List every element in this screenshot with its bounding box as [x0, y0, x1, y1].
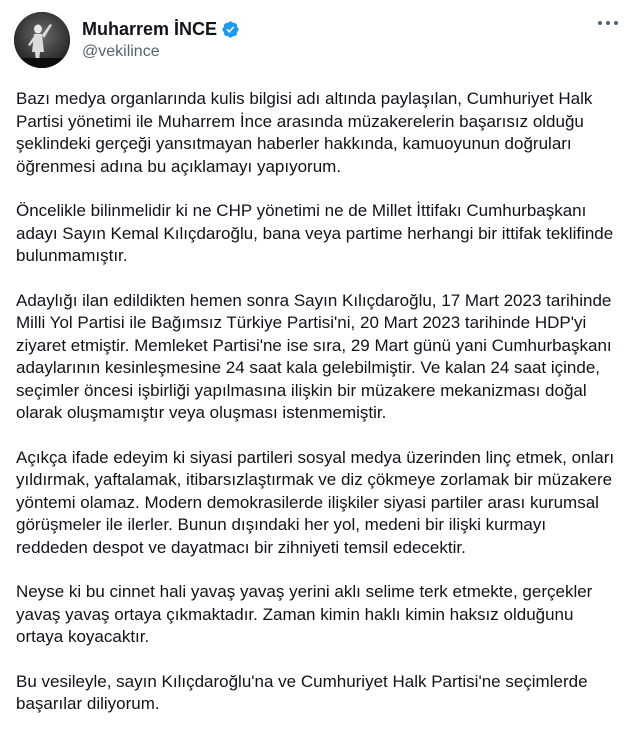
author-name-row[interactable]: [82, 18, 240, 40]
author-display-name[interactable]: Muharrem İNCE: [82, 19, 218, 39]
tweet-paragraph: Öncelikle bilinmelidir ki ne CHP yönetimi ne de Millet İttifakı Cumhurbaşkanı adayı Sayın Kemal Kılıçdaroğlu, bana veya partime herhangi bir ittifak teklifinde bulunmamıştır.: [16, 201, 614, 265]
avatar-photo: [14, 12, 70, 68]
avatar[interactable]: [14, 12, 70, 68]
author-handle[interactable]: @vekilince: [82, 43, 160, 60]
tweet-paragraph: Adaylığı ilan edildikten hemen sonra Sayın Kılıçdaroğlu, 17 Mart 2023 tarihinde Milli Yol Partisi ile Bağımsız Türkiye Partisi'ni, 20 Mart 2023 tarihinde HDP'yi ziyaret etmiştir. Memleket Partisi'ne ise sıra, 29 Mart günü yani Cumhurbaşkanı adaylarının kesinleşmesine 24 saat kala gelebilmiştir. Ve kalan 24 saat içinde, seçimler öncesi işbirliği yapılmasına ilişkin bir müzakere mekanizması doğal olarak oluşmamıştır veya oluşması istenmemiştir.: [16, 290, 612, 422]
more-options-button[interactable]: [594, 12, 622, 34]
tweet-header: [14, 10, 626, 70]
tweet-paragraph: Neyse ki bu cinnet hali yavaş yavaş yerini aklı selime terk etmekte, gerçekler yavaş yavaş ortaya çıkmaktadır. Zaman kimin haklı kimin haksız olduğunu ortaya koyacaktır.: [16, 582, 593, 646]
tweet-text: [14, 88, 626, 716]
verified-badge-icon: [221, 20, 240, 39]
author-block: [82, 18, 240, 62]
tweet-paragraph: Bu vesileyle, sayın Kılıçdaroğlu'na ve Cumhuriyet Halk Partisi'ne seçimlerde başarılar diliyorum.: [16, 671, 588, 713]
more-options-icon: [597, 20, 619, 26]
tweet-paragraph: Bazı medya organlarında kulis bilgisi adı altında paylaşılan, Cumhuriyet Halk Partisi yönetimi ile Muharrem İnce arasında müzakerelerin başarısız olduğu şeklindeki gerçeği yansıtmayan haberler hakkında, kamuoyunun doğruları öğrenmesi adına bu açıklamayı yapıyorum.: [16, 89, 593, 176]
tweet-paragraph: Açıkça ifade edeyim ki siyasi partileri sosyal medya üzerinden linç etmek, onları yıldırmak, yaftalamak, itibarsızlaştırmak ve diz çökmeye zorlamak bir müzakere yöntemi olamaz. Modern demokrasilerde ilişkiler siyasi partiler arası kurumsal görüşmeler ile ilerler. Bunun dışındaki her yol, medeni bir ilişki kurmayı reddeden despot ve dayatmacı bir zihniyeti temsil edecektir.: [16, 447, 615, 557]
